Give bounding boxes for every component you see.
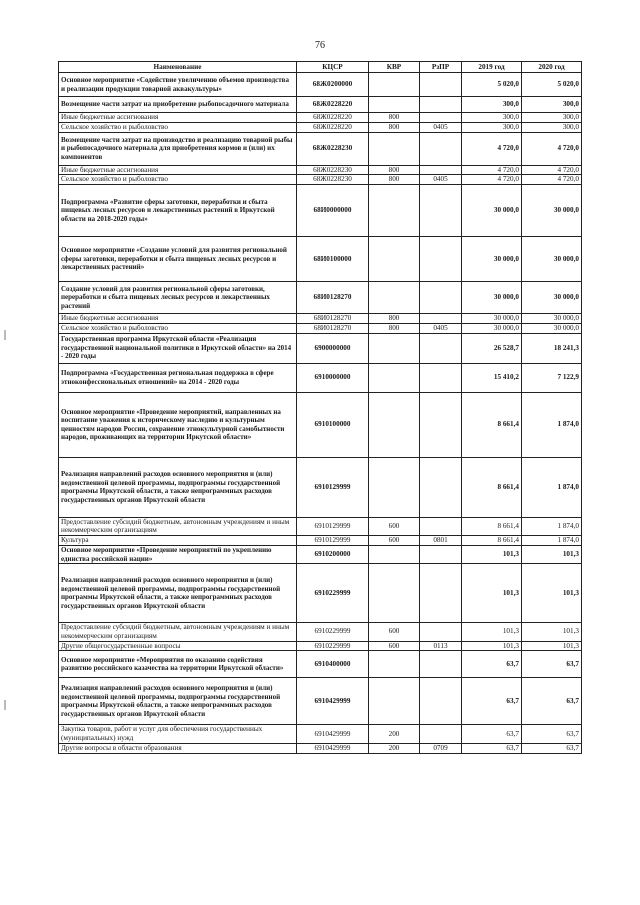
table-row — [59, 175, 582, 185]
cell-rzpr — [420, 333, 462, 363]
table-row — [59, 314, 582, 324]
cell-kcsr: 68Ж0228230 — [297, 132, 369, 165]
cell-2019: 101,3 — [462, 564, 522, 623]
page-number: 76 — [315, 40, 325, 51]
cell-kvr — [369, 363, 420, 392]
table-header-row — [59, 62, 582, 73]
cell-kvr: 600 — [369, 623, 420, 642]
cell-kvr — [369, 678, 420, 725]
cell-rzpr — [420, 73, 462, 97]
table-row — [59, 392, 582, 457]
cell-kcsr: 68Ж0200000 — [297, 73, 369, 97]
table-row — [59, 97, 582, 113]
cell-name: Иные бюджетные ассигнования — [59, 113, 297, 123]
cell-name: Основное мероприятие «Проведение мероприятий по укреплению единства российской нации» — [59, 546, 297, 564]
cell-2019: 4 720,0 — [462, 132, 522, 165]
cell-rzpr: 0405 — [420, 122, 462, 132]
table-row — [59, 517, 582, 536]
cell-kcsr: 68Ж0228230 — [297, 175, 369, 185]
cell-kcsr: 68И0100000 — [297, 237, 369, 282]
table-row — [59, 457, 582, 517]
cell-name: Подпрограмма «Государственная региональная поддержка в сфере этноконфессиональных отношений» на 2014 - 2020 годы — [59, 363, 297, 392]
cell-2020: 1 874,0 — [522, 536, 582, 546]
cell-2019: 30 000,0 — [462, 185, 522, 237]
table-row — [59, 185, 582, 237]
header-2020: 2020 год — [522, 62, 582, 73]
cell-rzpr — [420, 113, 462, 123]
table-row — [59, 237, 582, 282]
cell-2020: 101,3 — [522, 564, 582, 623]
cell-kvr — [369, 185, 420, 237]
cell-name: Государственная программа Иркутской области «Реализация государственной национальной политики в Иркутской области» на 2014 - 2020 годы — [59, 333, 297, 363]
cell-kcsr: 68Ж0228220 — [297, 113, 369, 123]
cell-name: Реализация направлений расходов основного мероприятия и (или) ведомственной целевой программы, подпрограммы государственной программы Иркутской области, а также непрограммных расходов государственных органов Иркутской области — [59, 564, 297, 623]
cell-2020: 101,3 — [522, 623, 582, 642]
cell-name: Создание условий для развития региональной сферы заготовки, переработки и сбыта пищевых лесных ресурсов и лекарственных растений — [59, 282, 297, 314]
cell-2019: 8 661,4 — [462, 536, 522, 546]
cell-2020: 300,0 — [522, 122, 582, 132]
table-row — [59, 651, 582, 678]
cell-rzpr — [420, 97, 462, 113]
cell-kvr: 800 — [369, 175, 420, 185]
cell-2020: 4 720,0 — [522, 132, 582, 165]
cell-kvr: 600 — [369, 641, 420, 651]
cell-2019: 26 528,7 — [462, 333, 522, 363]
table-row — [59, 132, 582, 165]
cell-2020: 5 020,0 — [522, 73, 582, 97]
cell-2019: 30 000,0 — [462, 323, 522, 333]
cell-rzpr — [420, 457, 462, 517]
cell-2019: 101,3 — [462, 546, 522, 564]
cell-2020: 63,7 — [522, 744, 582, 754]
cell-name: Культура — [59, 536, 297, 546]
cell-rzpr: 0709 — [420, 744, 462, 754]
table-row — [59, 122, 582, 132]
cell-kvr — [369, 392, 420, 457]
cell-kcsr: 68Ж0228220 — [297, 97, 369, 113]
cell-rzpr — [420, 185, 462, 237]
cell-2019: 30 000,0 — [462, 314, 522, 324]
budget-table — [58, 61, 582, 754]
cell-2020: 1 874,0 — [522, 457, 582, 517]
cell-kcsr: 6910229999 — [297, 564, 369, 623]
cell-kvr: 800 — [369, 113, 420, 123]
cell-kvr: 800 — [369, 323, 420, 333]
cell-kcsr: 6900000000 — [297, 333, 369, 363]
cell-kvr: 800 — [369, 314, 420, 324]
cell-2019: 30 000,0 — [462, 237, 522, 282]
cell-2019: 15 410,2 — [462, 363, 522, 392]
cell-kcsr: 68И0000000 — [297, 185, 369, 237]
cell-name: Сельское хозяйство и рыболовство — [59, 323, 297, 333]
cell-kvr — [369, 333, 420, 363]
cell-name: Подпрограмма «Развитие сферы заготовки, переработки и сбыта пищевых лесных ресурсов и лекарственных растений в Иркутской области на 2018-2020 годы» — [59, 185, 297, 237]
cell-name: Основное мероприятие «Содействие увеличению объемов производства и реализации продукции товарной аквакультуры» — [59, 73, 297, 97]
cell-rzpr — [420, 564, 462, 623]
cell-kcsr: 6910100000 — [297, 392, 369, 457]
cell-2020: 101,3 — [522, 641, 582, 651]
cell-rzpr — [420, 363, 462, 392]
cell-name: Реализация направлений расходов основного мероприятия и (или) ведомственной целевой программы, подпрограммы государственной программы Иркутской области, а также непрограммных расходов государственных органов Иркутской области — [59, 678, 297, 725]
cell-rzpr — [420, 282, 462, 314]
cell-kcsr: 6910129999 — [297, 457, 369, 517]
cell-rzpr — [420, 165, 462, 175]
cell-kcsr: 6910200000 — [297, 546, 369, 564]
header-kcsr: КЦСР — [297, 62, 369, 73]
cell-2019: 63,7 — [462, 651, 522, 678]
header-rzpr: РзПР — [420, 62, 462, 73]
table-row — [59, 333, 582, 363]
cell-name: Другие вопросы в области образования — [59, 744, 297, 754]
cell-2019: 63,7 — [462, 678, 522, 725]
cell-2019: 8 661,4 — [462, 392, 522, 457]
scan-edge-mark — [4, 330, 6, 340]
cell-rzpr: 0405 — [420, 323, 462, 333]
cell-kvr: 600 — [369, 517, 420, 536]
cell-name: Сельское хозяйство и рыболовство — [59, 122, 297, 132]
cell-name: Предоставление субсидий бюджетным, автономным учреждениям и иным некоммерческим организациям — [59, 517, 297, 536]
cell-2020: 63,7 — [522, 678, 582, 725]
table-row — [59, 725, 582, 744]
cell-kcsr: 6910129999 — [297, 517, 369, 536]
cell-2019: 8 661,4 — [462, 457, 522, 517]
cell-name: Основное мероприятие «Создание условий для развития региональной сферы заготовки, переработки и сбыта пищевых лесных ресурсов и лекарственных растений» — [59, 237, 297, 282]
cell-kvr — [369, 282, 420, 314]
cell-kvr: 800 — [369, 122, 420, 132]
cell-kcsr: 6910129999 — [297, 536, 369, 546]
cell-rzpr: 0801 — [420, 536, 462, 546]
cell-kcsr: 68И0128270 — [297, 314, 369, 324]
cell-kcsr: 6910000000 — [297, 363, 369, 392]
cell-2020: 300,0 — [522, 97, 582, 113]
cell-kcsr: 6910229999 — [297, 623, 369, 642]
cell-kvr: 200 — [369, 744, 420, 754]
table-row — [59, 165, 582, 175]
cell-2019: 4 720,0 — [462, 175, 522, 185]
cell-2020: 63,7 — [522, 651, 582, 678]
cell-kvr: 200 — [369, 725, 420, 744]
cell-2019: 101,3 — [462, 623, 522, 642]
cell-kcsr: 68Ж0228230 — [297, 165, 369, 175]
cell-2020: 7 122,9 — [522, 363, 582, 392]
cell-kcsr: 6910429999 — [297, 744, 369, 754]
cell-rzpr — [420, 517, 462, 536]
cell-2019: 5 020,0 — [462, 73, 522, 97]
cell-kvr — [369, 132, 420, 165]
cell-name: Основное мероприятие «Мероприятия по оказанию содействия развитию российского казачества на территории Иркутской области» — [59, 651, 297, 678]
cell-name: Закупка товаров, работ и услуг для обеспечения государственных (муниципальных) нужд — [59, 725, 297, 744]
cell-2020: 4 720,0 — [522, 165, 582, 175]
table-row — [59, 363, 582, 392]
cell-name: Основное мероприятие «Проведение мероприятий, направленных на воспитание уважения к историческому наследию и культурным ценностям народов России, сохранение этнокультурной самобытности народов, проживающих на территории Иркутской области» — [59, 392, 297, 457]
cell-2019: 63,7 — [462, 744, 522, 754]
cell-kvr — [369, 546, 420, 564]
table-row — [59, 113, 582, 123]
table-row — [59, 546, 582, 564]
cell-kcsr: 6910229999 — [297, 641, 369, 651]
cell-kvr: 600 — [369, 536, 420, 546]
cell-name: Иные бюджетные ассигнования — [59, 165, 297, 175]
cell-2019: 63,7 — [462, 725, 522, 744]
cell-2020: 63,7 — [522, 725, 582, 744]
cell-2020: 18 241,3 — [522, 333, 582, 363]
cell-rzpr — [420, 651, 462, 678]
cell-2020: 30 000,0 — [522, 323, 582, 333]
cell-2020: 4 720,0 — [522, 175, 582, 185]
table-row — [59, 744, 582, 754]
cell-2019: 8 661,4 — [462, 517, 522, 536]
table-row — [59, 536, 582, 546]
cell-rzpr — [420, 392, 462, 457]
scan-edge-mark — [4, 700, 6, 710]
cell-2019: 101,3 — [462, 641, 522, 651]
table-row — [59, 678, 582, 725]
cell-rzpr — [420, 623, 462, 642]
cell-kvr — [369, 237, 420, 282]
cell-2020: 300,0 — [522, 113, 582, 123]
cell-kvr — [369, 564, 420, 623]
cell-name: Реализация направлений расходов основного мероприятия и (или) ведомственной целевой программы, подпрограммы государственной программы Иркутской области, а также непрограммных расходов государственных органов Иркутской области — [59, 457, 297, 517]
cell-2020: 101,3 — [522, 546, 582, 564]
cell-kvr — [369, 97, 420, 113]
cell-kcsr: 6910429999 — [297, 678, 369, 725]
cell-kcsr: 6910429999 — [297, 725, 369, 744]
table-row — [59, 623, 582, 642]
cell-name: Возмещение части затрат на приобретение рыбопосадочного материала — [59, 97, 297, 113]
cell-kcsr: 68И0128270 — [297, 282, 369, 314]
cell-2020: 30 000,0 — [522, 282, 582, 314]
table-row — [59, 564, 582, 623]
table-row — [59, 73, 582, 97]
cell-kvr — [369, 457, 420, 517]
cell-2020: 1 874,0 — [522, 517, 582, 536]
header-name: Наименование — [59, 62, 297, 73]
cell-rzpr — [420, 237, 462, 282]
cell-rzpr — [420, 725, 462, 744]
cell-name: Сельское хозяйство и рыболовство — [59, 175, 297, 185]
cell-kcsr: 68И0128270 — [297, 323, 369, 333]
cell-2019: 300,0 — [462, 97, 522, 113]
cell-kvr — [369, 73, 420, 97]
cell-2019: 30 000,0 — [462, 282, 522, 314]
cell-rzpr: 0405 — [420, 175, 462, 185]
cell-rzpr — [420, 678, 462, 725]
cell-rzpr: 0113 — [420, 641, 462, 651]
cell-2019: 300,0 — [462, 113, 522, 123]
cell-rzpr — [420, 546, 462, 564]
cell-name: Возмещение части затрат на производство и реализацию товарной рыбы и рыбопосадочного материала для приобретения кормов и (или) их компонентов — [59, 132, 297, 165]
table-body — [59, 73, 582, 754]
cell-rzpr — [420, 132, 462, 165]
cell-name: Другие общегосударственные вопросы — [59, 641, 297, 651]
table-row — [59, 282, 582, 314]
cell-kvr: 800 — [369, 165, 420, 175]
cell-2019: 300,0 — [462, 122, 522, 132]
cell-kvr — [369, 651, 420, 678]
table-row — [59, 641, 582, 651]
cell-2020: 30 000,0 — [522, 185, 582, 237]
header-2019: 2019 год — [462, 62, 522, 73]
cell-kcsr: 68Ж0228220 — [297, 122, 369, 132]
table-row — [59, 323, 582, 333]
cell-rzpr — [420, 314, 462, 324]
cell-2019: 4 720,0 — [462, 165, 522, 175]
header-kvr: КВР — [369, 62, 420, 73]
cell-name: Предоставление субсидий бюджетным, автономным учреждениям и иным некоммерческим организациям — [59, 623, 297, 642]
cell-kcsr: 6910400000 — [297, 651, 369, 678]
cell-2020: 30 000,0 — [522, 314, 582, 324]
cell-2020: 30 000,0 — [522, 237, 582, 282]
cell-2020: 1 874,0 — [522, 392, 582, 457]
cell-name: Иные бюджетные ассигнования — [59, 314, 297, 324]
